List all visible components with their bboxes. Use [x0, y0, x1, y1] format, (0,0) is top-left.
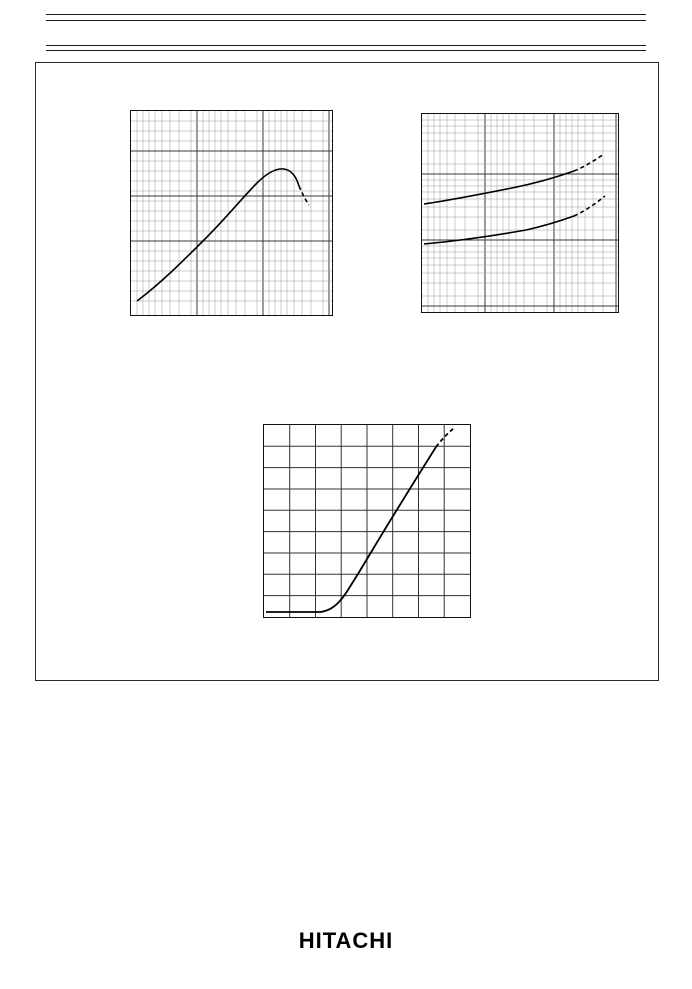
hitachi-logo: HITACHI: [298, 928, 394, 953]
header-rule-3: [46, 45, 646, 46]
header-rule-1: [46, 14, 646, 15]
header-rule-2: [46, 20, 646, 21]
header-rules: [46, 14, 646, 50]
graph-bottom-center: [263, 424, 471, 618]
graph-top-right: [421, 113, 619, 313]
content-box: [35, 62, 659, 681]
header-rule-4: [46, 50, 646, 51]
graph-top-left: [130, 110, 333, 316]
